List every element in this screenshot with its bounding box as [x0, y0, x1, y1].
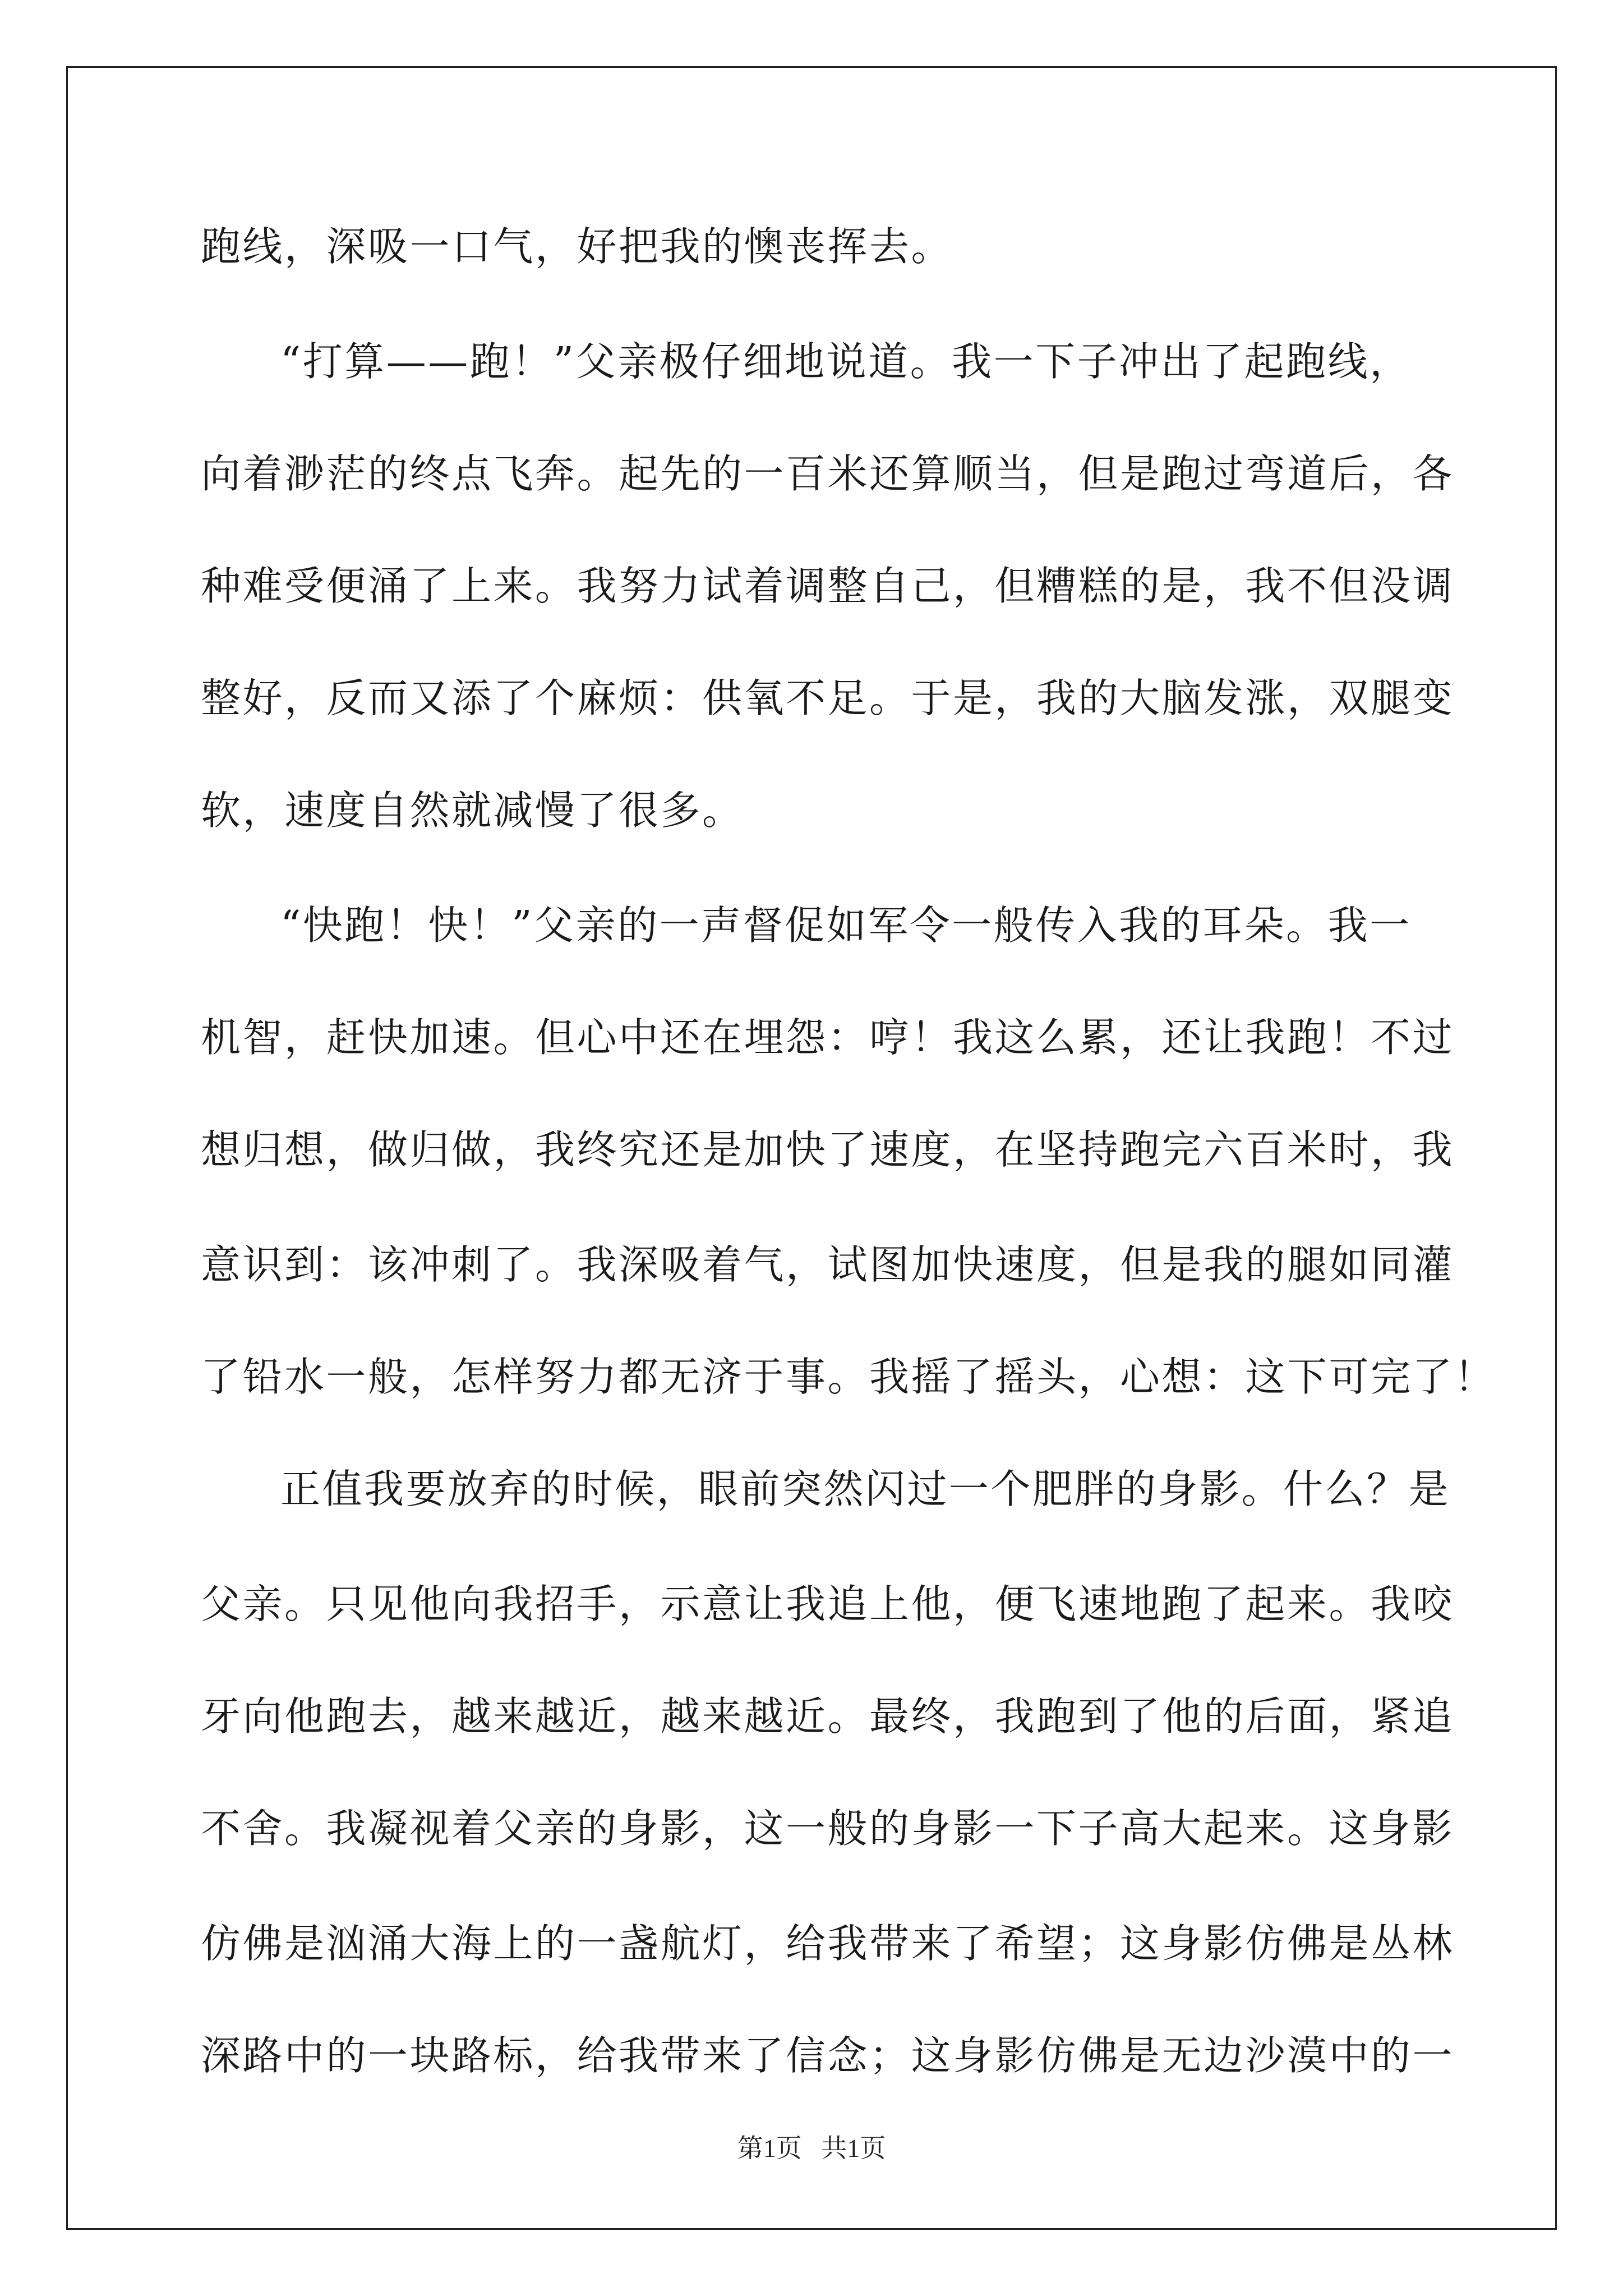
text-line: 机智，赶快加速。但心中还在埋怨：哼！我这么累，还让我跑！不过	[201, 1014, 1455, 1061]
text-line: “快跑！快！”父亲的一声督促如军令一般传入我的耳朵。我一	[280, 902, 1412, 949]
text-line: 软，速度自然就减慢了很多。	[201, 787, 744, 834]
text-line: “打算——跑！”父亲极仔细地说道。我一下子冲出了起跑线，	[280, 338, 1412, 385]
text-line: 仿佛是汹涌大海上的一盏航灯，给我带来了希望；这身影仿佛是丛林	[201, 1920, 1455, 1967]
page-number: 第1页 共1页	[737, 2134, 886, 2162]
text-line: 跑线，深吸一口气，好把我的懊丧挥去。	[201, 223, 953, 270]
text-line: 向着渺茫的终点飞奔。起先的一百米还算顺当，但是跑过弯道后，各	[201, 450, 1455, 497]
text-line: 父亲。只见他向我招手，示意让我追上他，便飞速地跑了起来。我咬	[201, 1581, 1455, 1627]
text-line: 深路中的一块路标，给我带来了信念；这身影仿佛是无边沙漠中的一	[201, 2032, 1455, 2079]
text-line: 意识到：该冲刺了。我深吸着气，试图加快速度，但是我的腿如同灌	[201, 1241, 1455, 1288]
text-line: 正值我要放弃的时候，眼前突然闪过一个肥胖的身影。什么？是	[280, 1466, 1451, 1512]
text-line: 想归想，做归做，我终究还是加快了速度，在坚持跑完六百米时，我	[201, 1126, 1455, 1173]
text-line: 了铅水一般，怎样努力都无济于事。我摇了摇头，心想：这下可完了！	[201, 1354, 1496, 1400]
text-line: 整好，反而又添了个麻烦：供氧不足。于是，我的大脑发涨，双腿变	[201, 675, 1455, 721]
text-line: 不舍。我凝视着父亲的身影，这一般的身影一下子高大起来。这身影	[201, 1805, 1455, 1852]
text-line: 牙向他跑去，越来越近，越来越近。最终，我跑到了他的后面，紧追	[201, 1693, 1455, 1740]
text-line: 种难受便涌了上来。我努力试着调整自己，但糟糕的是，我不但没调	[201, 563, 1455, 609]
